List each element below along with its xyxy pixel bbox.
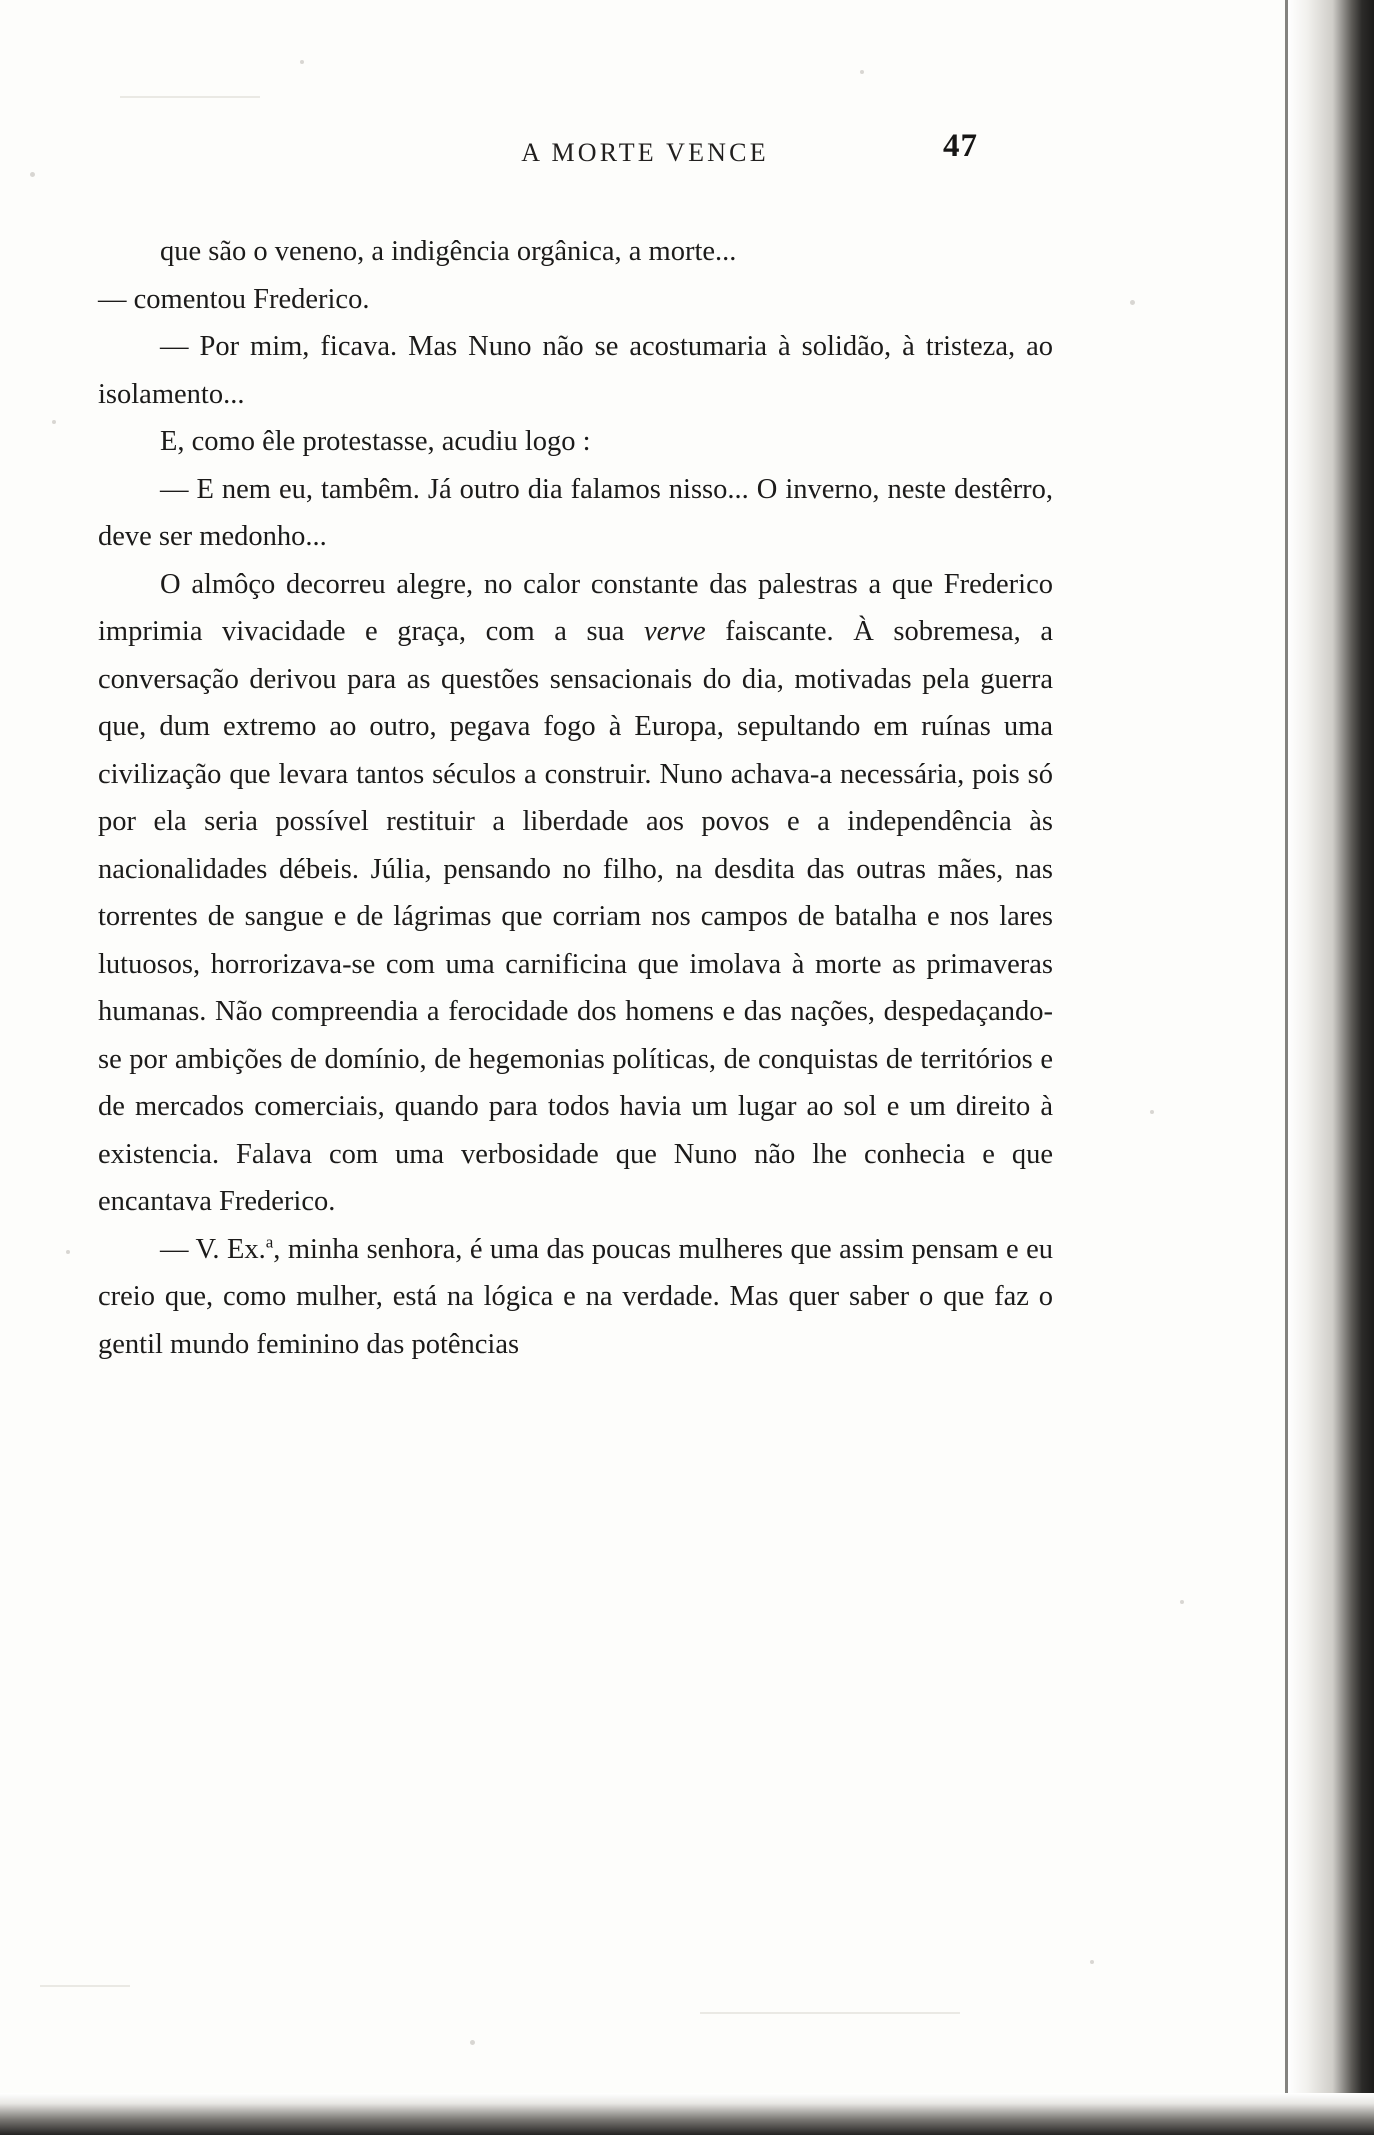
scan-speck (1150, 1110, 1154, 1114)
paragraph-text-part: O almôço decorreu alegre, no calor constante das palestras a que Frederico imprimia vivacidade e graça, com a sua (98, 568, 1053, 647)
page-bottom-shadow (0, 2093, 1374, 2135)
paragraph: — E nem eu, tambêm. Já outro dia falamos nisso... O inverno, neste destêrro, deve ser medonho... (98, 473, 1053, 552)
scan-smudge (40, 1985, 130, 1987)
page-gutter-shadow (1288, 0, 1374, 2135)
scan-smudge (700, 2012, 960, 2014)
superscript-ordinal: a (265, 1232, 274, 1251)
scan-speck (1130, 300, 1135, 305)
paragraph-text-part: — V. Ex. (160, 1233, 266, 1265)
scan-speck (470, 2040, 475, 2045)
scan-speck (1180, 1600, 1184, 1604)
paragraph: — comentou Frederico. (98, 283, 370, 315)
scan-speck (860, 70, 864, 74)
paragraph-with-italic (98, 561, 1053, 1226)
paragraph: E, como êle protestasse, acudiu logo : (160, 426, 591, 457)
paragraph-with-superscript (98, 1226, 1053, 1369)
paragraph-text-part: faiscante. À sobremesa, a conversação derivou para as questões sensacionais do dia, motivadas pela guerra que, dum extremo ao outro, pegava fogo à Europa, sepultando em ruínas uma civilização que levara tantos séculos a construir. Nuno achava-a necessária, pois só por ela seria possível restituir a liberdade aos povos e a independência às nacionalidades débeis. Júlia, pensando no filho, na desdita das outras mães, nas torrentes de sangue e de lágrimas que corriam nos campos de batalha e nos lares lutuosos, horrorizava-se com uma carnificina que imolava à morte as primaveras humanas. Não compreendia a ferocidade dos homens e das nações, despedaçando-se por ambições de domínio, de hegemonias políticas, de conquistas de territórios e de mercados comerciais, quando para todos havia um lugar ao sol e um direito à existencia. Falava com uma verbosidade que Nuno não lhe conhecia e que encantava Frederico. (98, 616, 1053, 1217)
paragraph: — Por mim, ficava. Mas Nuno não se acostumaria à solidão, à tristeza, ao isolamento... (98, 331, 1053, 410)
scan-speck (66, 1250, 70, 1254)
scan-speck (300, 60, 304, 64)
page-body-text (98, 228, 1053, 1368)
page-number: 47 (943, 128, 978, 164)
paragraph: que são o veneno, a indigência orgânica, a morte... (160, 236, 737, 267)
scan-speck (1090, 1960, 1094, 1964)
scan-speck (52, 420, 56, 424)
running-head-title: A MORTE VENCE (521, 138, 769, 167)
scan-speck (30, 172, 35, 177)
italic-word: verve (644, 616, 706, 647)
paragraph-text-part: , minha senhora, é uma das poucas mulheres que assim pensam e eu creio que, como mulher, está na lógica e na verdade. Mas quer saber o que faz o gentil mundo feminino das potências (98, 1233, 1054, 1360)
scan-smudge (120, 96, 260, 98)
running-head (0, 138, 1290, 168)
